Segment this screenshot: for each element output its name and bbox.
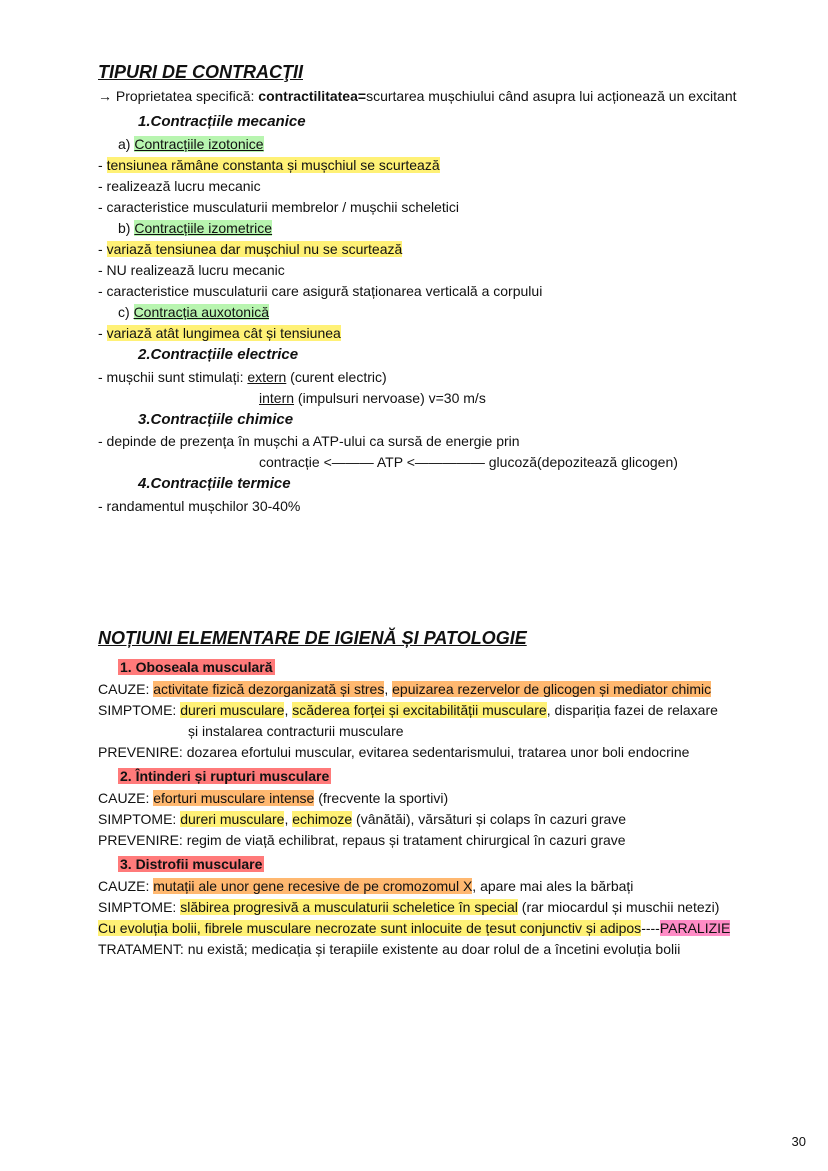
heading-chimice: 3.Contracțiile chimice [138,411,294,428]
izometrice-line-2: - NU realizează lucru mecanic [98,262,285,278]
heading-mecanice: 1.Contracțiile mecanice [138,113,306,130]
intinderi-simptome: SIMPTOME: dureri musculare, echimoze (vânătăi), vărsături și colaps în cazuri grave [98,811,627,827]
distrofii-cauze: CAUZE: mutații ale unor gene recesive de pe cromozomul X, apare mai ales la bărbați [98,878,634,894]
heading-distrofii: 3. Distrofii musculare [120,856,263,872]
intinderi-prevenire: PREVENIRE: regim de viață echilibrat, repaus și tratament chirurgical în cazuri grave [98,832,626,848]
heading-oboseala: 1. Oboseala musculară [120,659,273,675]
izotonice-line-2: - realizează lucru mecanic [98,178,261,194]
izometrice-line-1: - variază tensiunea dar mușchiul nu se scurtează [98,241,403,257]
izotonice-line-3: - caracteristice musculaturii membrelor / mușchii scheletici [98,199,459,215]
distrofii-simptome: SIMPTOME: slăbirea progresivă a musculaturii scheletice în special (rar miocardul și muschii netezi) [98,899,720,915]
subtype-auxotonica: c) Contracția auxotonică [118,304,269,320]
auxotonica-line-1: - variază atât lungimea cât și tensiunea [98,325,341,341]
electrice-line-1: - mușchii sunt stimulați: extern (curent electric) [98,369,387,385]
chimice-line-2: contracție <——— ATP <————— glucoză(depozitează glicogen) [259,454,678,470]
chimice-line-1: - depinde de prezența în mușchi a ATP-ului ca sursă de energie prin [98,433,520,449]
heading-termice: 4.Contracțiile termice [138,475,291,492]
distrofii-tratament: TRATAMENT: nu există; medicația și terapiile existente au doar rolul de a încetini evoluția bolii [98,941,681,957]
heading-electrice: 2.Contracțiile electrice [138,346,299,363]
intro-line: → Proprietatea specifică: contractilitatea=scurtarea mușchiului când asupra lui acționează un excitant [98,88,737,104]
section-title-contractii: TIPURI DE CONTRACŢII [98,62,303,82]
oboseala-simptome: SIMPTOME: dureri musculare, scăderea forței și excitabilității musculare, dispariția fazei de relaxare [98,702,718,718]
izotonice-line-1: - tensiunea rămâne constanta și mușchiul se scurtează [98,157,440,173]
izometrice-line-3: - caracteristice musculaturii care asigură staționarea verticală a corpului [98,283,543,299]
oboseala-simptome-2: și instalarea contracturii musculare [188,723,404,739]
page-number: 30 [791,1134,806,1149]
heading-intinderi: 2. Întinderi și rupturi musculare [120,768,330,784]
oboseala-prevenire: PREVENIRE: dozarea efortului muscular, evitarea sedentarismului, tratarea unor boli endocrine [98,744,690,760]
subtype-izometrice: b) Contracțiile izometrice [118,220,273,236]
distrofii-evolutie: Cu evoluția bolii, fibrele musculare necrozate sunt inlocuite de țesut conjunctiv și adipos----PARALIZIE [98,920,731,936]
electrice-line-2: intern (impulsuri nervoase) v=30 m/s [259,390,486,406]
oboseala-cauze: CAUZE: activitate fizică dezorganizată și stres, epuizarea rezervelor de glicogen și mediator chimic [98,681,712,697]
section-title-igiena: NOȚIUNI ELEMENTARE DE IGIENĂ ȘI PATOLOGIE [98,628,527,648]
termice-line-1: - randamentul mușchilor 30-40% [98,498,301,514]
subtype-izotonice: a) Contracțiile izotonice [118,136,264,152]
intinderi-cauze: CAUZE: eforturi musculare intense (frecvente la sportivi) [98,790,449,806]
